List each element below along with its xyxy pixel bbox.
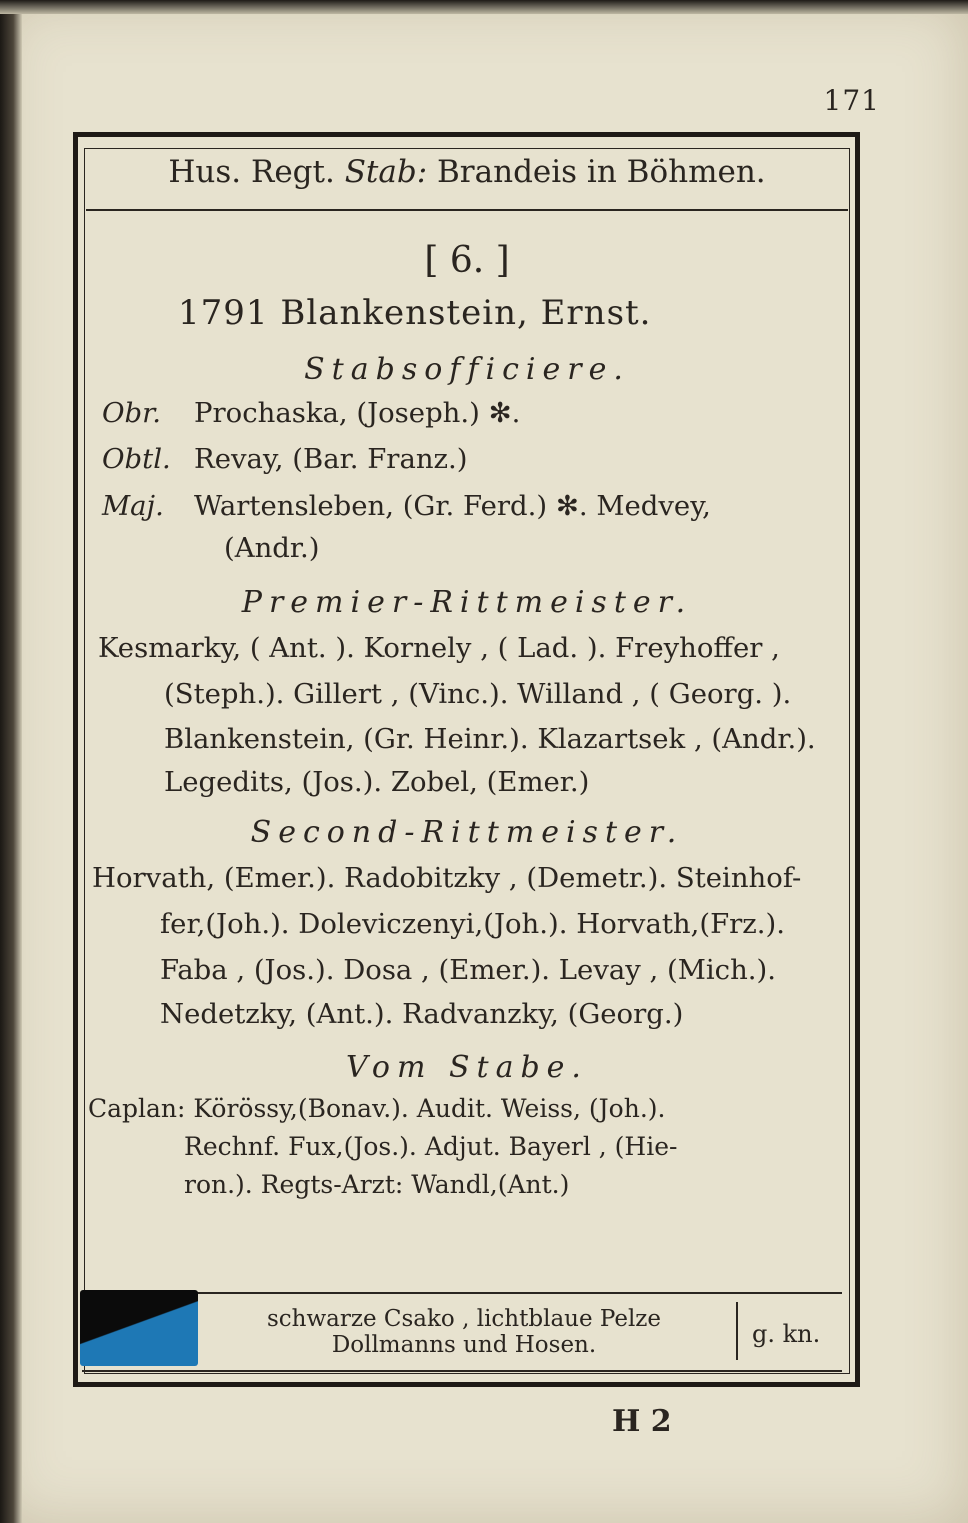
officer-text: Prochaska, (Joseph.) ✻. (194, 397, 521, 429)
header-location: Brandeis in Böhmen. (437, 154, 766, 190)
header-stab-label: Stab: (344, 154, 428, 190)
officer-text: Revay, (Bar. Franz.) (194, 443, 468, 475)
signature-mark: H 2 (612, 1404, 672, 1439)
uniform-line-2: Dollmanns und Hosen. (331, 1332, 597, 1358)
header-regiment: Hus. Regt. (168, 154, 335, 190)
header-divider (86, 209, 848, 211)
uniform-line-1: schwarze Csako , lichtblaue Pelze (266, 1306, 662, 1332)
premier-line: Blankenstein, (Gr. Heinr.). Klazartsek , (Andr.). (164, 723, 816, 755)
uniform-separator (736, 1302, 738, 1360)
section-second-rittmeister: Second-Rittmeister. (250, 815, 684, 850)
rank-label: Obtl. (102, 443, 171, 475)
officer-line (102, 397, 520, 429)
page-number: 171 (823, 84, 880, 117)
second-line: fer,(Joh.). Doleviczenyi,(Joh.). Horvath,(Frz.). (160, 908, 785, 940)
officer-line (102, 443, 468, 475)
page-top-edge (0, 0, 968, 14)
index-tab (80, 1290, 198, 1366)
uniform-button-metal: g. kn. (752, 1320, 821, 1348)
regiment-number: [ 6. ] (424, 240, 510, 281)
uniform-description (214, 1306, 714, 1358)
premier-line: Kesmarky, ( Ant. ). Kornely , ( Lad. ). Freyhoffer , (98, 632, 780, 664)
rank-label: Maj. (102, 490, 164, 522)
premier-line: Legedits, (Jos.). Zobel, (Emer.) (164, 766, 590, 798)
officer-text: Wartensleben, (Gr. Ferd.) ✻. Medvey, (194, 490, 711, 522)
section-premier-rittmeister: Premier-Rittmeister. (241, 585, 693, 620)
page-header (86, 154, 848, 190)
second-line: Nedetzky, (Ant.). Radvanzky, (Georg.) (160, 998, 684, 1030)
section-vom-stabe: Vom Stabe. (346, 1050, 588, 1085)
stabe-line: Caplan: Körössy,(Bonav.). Audit. Weiss, (Joh.). (88, 1094, 666, 1123)
premier-line: (Steph.). Gillert , (Vinc.). Willand , ( Georg. ). (164, 678, 792, 710)
section-stabsofficiere: Stabsofficiere. (304, 352, 630, 387)
second-line: Faba , (Jos.). Dosa , (Emer.). Levay , (Mich.). (160, 954, 777, 986)
stabe-line: Rechnf. Fux,(Jos.). Adjut. Bayerl , (Hie- (184, 1132, 678, 1161)
rank-label: Obr. (102, 397, 162, 429)
second-line: Horvath, (Emer.). Radobitzky , (Demetr.). Steinhof- (92, 862, 802, 894)
book-spine (0, 0, 22, 1523)
regiment-owner: 1791 Blankenstein, Ernst. (178, 293, 652, 333)
officer-line (102, 490, 711, 522)
stabe-line: ron.). Regts-Arzt: Wandl,(Ant.) (184, 1170, 570, 1199)
officer-line-continued: (Andr.) (224, 532, 320, 564)
